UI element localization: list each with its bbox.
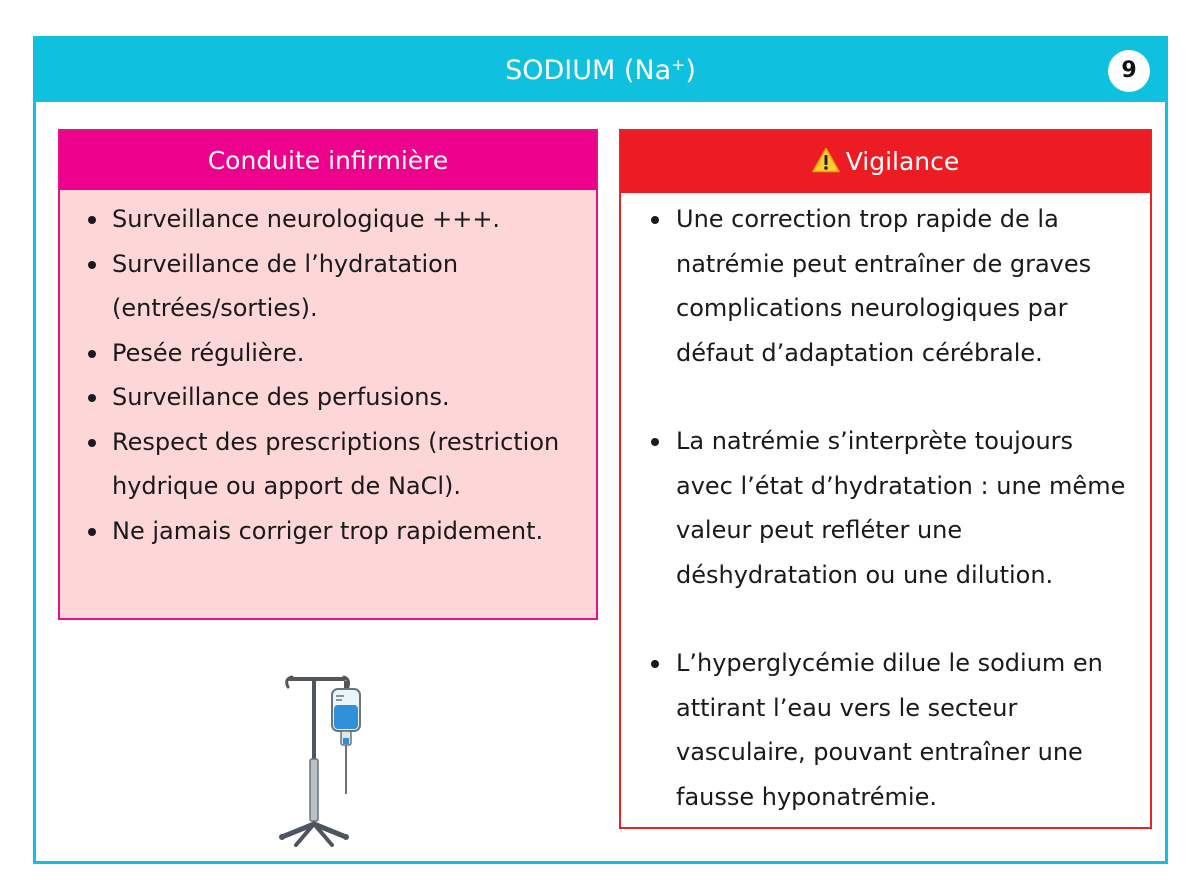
list-item: Respect des prescriptions (restriction hydrique ou apport de NaCl). xyxy=(60,420,582,509)
page-title: SODIUM (Na⁺) xyxy=(505,55,696,86)
card-header xyxy=(36,39,1165,102)
nursing-conduct-list xyxy=(60,190,596,553)
list-item: Une correction trop rapide de la natrémie peut entraîner de graves complications neurologiques par défaut d’adaptation cérébrale. xyxy=(621,197,1134,375)
vigilance-panel xyxy=(619,129,1152,829)
list-item: Surveillance neurologique +++. xyxy=(60,197,582,242)
iv-drip-stand-icon xyxy=(274,669,394,854)
page-number-badge: 9 xyxy=(1108,50,1150,92)
warning-icon xyxy=(812,147,840,173)
list-item: Surveillance de l’hydratation (entrées/sorties). xyxy=(60,242,582,331)
list-item: Ne jamais corriger trop rapidement. xyxy=(60,509,582,554)
vigilance-list xyxy=(621,193,1150,819)
nursing-conduct-panel xyxy=(58,129,598,620)
nursing-conduct-title: Conduite infirmière xyxy=(60,131,596,190)
sodium-card xyxy=(33,36,1168,864)
list-item: Pesée régulière. xyxy=(60,331,582,376)
list-item: L’hyperglycémie dilue le sodium en attirant l’eau vers le secteur vasculaire, pouvant entraîner une fausse hyponatrémie. xyxy=(621,641,1134,819)
list-item: La natrémie s’interprète toujours avec l’état d’hydratation : une même valeur peut refléter une déshydratation ou une dilution. xyxy=(621,419,1134,597)
vigilance-title: Vigilance xyxy=(845,147,960,176)
list-item: Surveillance des perfusions. xyxy=(60,375,582,420)
vigilance-header xyxy=(621,131,1150,193)
